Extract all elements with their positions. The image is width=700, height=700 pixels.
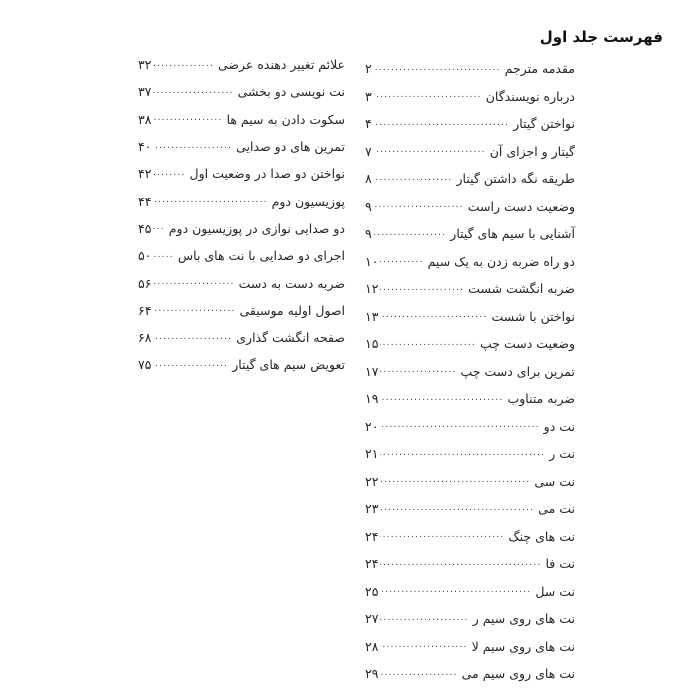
toc-entry bbox=[365, 605, 575, 633]
toc-entry bbox=[365, 55, 575, 83]
toc-entry bbox=[138, 324, 345, 351]
dotted-leader bbox=[153, 85, 233, 99]
toc-entry bbox=[365, 468, 575, 496]
toc-entry-page: ۹ bbox=[365, 226, 372, 242]
toc-entry-page: ۳۸ bbox=[138, 111, 152, 127]
dotted-leader bbox=[153, 358, 228, 372]
toc-entry-label: ضربه متناوب bbox=[507, 391, 575, 407]
dotted-leader bbox=[380, 474, 530, 488]
toc-entry-page: ۱۰ bbox=[365, 253, 379, 269]
toc-entry-label: نت ر bbox=[549, 446, 575, 462]
toc-entry-page: ۱۳ bbox=[365, 308, 379, 324]
toc-entry-label: نت نویسی دو بخشی bbox=[237, 84, 345, 100]
toc-entry-label: وضعیت دست چپ bbox=[480, 336, 575, 352]
toc-entry-label: نت سی bbox=[534, 473, 575, 489]
toc-entry bbox=[365, 220, 575, 248]
toc-entry bbox=[365, 275, 575, 303]
toc-entry-label: نت های روی سیم لا bbox=[471, 638, 575, 654]
toc-column-left bbox=[138, 51, 345, 379]
toc-entry-page: ۲۰ bbox=[365, 418, 379, 434]
toc-column-right bbox=[365, 55, 575, 688]
toc-entry-label: نواختن گیتار bbox=[513, 116, 575, 132]
toc-entry-label: نت سل bbox=[535, 583, 575, 599]
toc-entry-label: نواختن دو صدا در وضعیت اول bbox=[189, 166, 345, 182]
toc-entry-page: ۸ bbox=[365, 171, 372, 187]
toc-entry bbox=[365, 660, 575, 688]
toc-entry-page: ۵۶ bbox=[138, 275, 152, 291]
toc-entry bbox=[365, 440, 575, 468]
dotted-leader bbox=[153, 194, 267, 208]
toc-entry-label: صفحه انگشت گذاری bbox=[236, 330, 345, 346]
toc-entry-label: تعویض سیم های گیتار bbox=[232, 357, 345, 373]
toc-entry bbox=[365, 385, 575, 413]
toc-entry-page: ۲۱ bbox=[365, 446, 379, 462]
toc-entry-page: ۷۵ bbox=[138, 357, 152, 373]
toc-entry bbox=[138, 215, 345, 242]
dotted-leader bbox=[153, 276, 234, 290]
toc-entry-page: ۴۰ bbox=[138, 139, 152, 155]
toc-entry-label: نت فا bbox=[545, 556, 575, 572]
dotted-leader bbox=[380, 557, 541, 571]
toc-entry-label: مقدمه مترجم bbox=[504, 61, 575, 77]
toc-entry bbox=[138, 242, 345, 269]
toc-entry bbox=[365, 138, 575, 166]
toc-entry-page: ۶۸ bbox=[138, 330, 152, 346]
dotted-leader bbox=[374, 172, 453, 186]
toc-entry bbox=[365, 578, 575, 606]
toc-entry bbox=[138, 51, 345, 78]
dotted-leader bbox=[153, 140, 232, 154]
toc-entry bbox=[365, 165, 575, 193]
toc-entry bbox=[365, 330, 575, 358]
toc-entry-label: وضعیت دست راست bbox=[467, 198, 575, 214]
toc-entry-label: نت های چنگ bbox=[508, 528, 575, 544]
toc-entry-page: ۵۰ bbox=[138, 248, 152, 264]
toc-entry-label: سکوت دادن به سیم ها bbox=[226, 111, 345, 127]
toc-entry-page: ۲۵ bbox=[365, 583, 379, 599]
toc-entry bbox=[365, 550, 575, 578]
toc-entry-label: ضربه انگشت شست bbox=[468, 281, 575, 297]
toc-entry-page: ۶۴ bbox=[138, 302, 152, 318]
toc-entry bbox=[138, 133, 345, 160]
dotted-leader bbox=[374, 117, 510, 131]
toc-entry-label: اصول اولیه موسیقی bbox=[239, 302, 345, 318]
toc-entry-page: ۳۷ bbox=[138, 84, 152, 100]
toc-entry bbox=[138, 106, 345, 133]
dotted-leader bbox=[380, 337, 476, 351]
dotted-leader bbox=[374, 89, 482, 103]
toc-entry-page: ۱۷ bbox=[365, 363, 379, 379]
dotted-leader bbox=[374, 62, 501, 76]
toc-entry-page: ۴۲ bbox=[138, 166, 152, 182]
dotted-leader bbox=[380, 447, 545, 461]
dotted-leader bbox=[380, 364, 456, 378]
toc-entry bbox=[138, 160, 345, 187]
dotted-leader bbox=[380, 502, 534, 516]
toc-entry-page: ۹ bbox=[365, 198, 372, 214]
toc-entry bbox=[365, 193, 575, 221]
dotted-leader bbox=[153, 221, 164, 235]
toc-entry bbox=[365, 110, 575, 138]
toc-title: فهرست جلد اول bbox=[539, 28, 663, 46]
dotted-leader bbox=[153, 58, 214, 72]
dotted-leader bbox=[153, 303, 235, 317]
toc-entry-label: نواختن با شست bbox=[491, 308, 575, 324]
dotted-leader bbox=[374, 144, 486, 158]
toc-entry-label: ضربه دست به دست bbox=[238, 275, 345, 291]
toc-entry-page: ۳۲ bbox=[138, 57, 152, 73]
toc-entry bbox=[138, 297, 345, 324]
toc-entry bbox=[365, 303, 575, 331]
dotted-leader bbox=[374, 199, 464, 213]
toc-entry-label: اجرای دو صدایی با نت های باس bbox=[177, 248, 345, 264]
toc-entry-page: ۲۴ bbox=[365, 556, 379, 572]
toc-entry-label: تمرین های دو صدایی bbox=[236, 139, 345, 155]
toc-entry bbox=[365, 358, 575, 386]
toc-entry bbox=[365, 633, 575, 661]
toc-entry bbox=[365, 83, 575, 111]
toc-entry-page: ۲۸ bbox=[365, 638, 379, 654]
toc-entry-label: درباره نویسندگان bbox=[485, 88, 575, 104]
toc-entry-label: نت دو bbox=[543, 418, 575, 434]
toc-entry-page: ۲۲ bbox=[365, 473, 379, 489]
toc-entry-label: علائم تغییر دهنده عرضی bbox=[217, 57, 345, 73]
dotted-leader bbox=[380, 584, 531, 598]
toc-entry-label: تمرین برای دست چپ bbox=[460, 363, 575, 379]
dotted-leader bbox=[380, 639, 467, 653]
toc-entry bbox=[138, 78, 345, 105]
toc-entry-page: ۴۴ bbox=[138, 193, 152, 209]
toc-entry bbox=[365, 413, 575, 441]
toc-entry-label: نت های روی سیم ر bbox=[472, 611, 575, 627]
toc-entry bbox=[365, 248, 575, 276]
toc-entry-label: پوزیسیون دوم bbox=[271, 193, 345, 209]
toc-entry bbox=[365, 523, 575, 551]
toc-entry-page: ۲۳ bbox=[365, 501, 379, 517]
toc-entry bbox=[138, 269, 345, 296]
dotted-leader bbox=[380, 392, 503, 406]
toc-entry-page: ۲۷ bbox=[365, 611, 379, 627]
toc-entry-page: ۲۴ bbox=[365, 528, 379, 544]
toc-entry-label: آشنایی با سیم های گیتار bbox=[450, 226, 575, 242]
toc-entry-page: ۱۲ bbox=[365, 281, 379, 297]
toc-entry-label: دو صدایی نوازی در پوزیسیون دوم bbox=[168, 220, 345, 236]
toc-entry-page: ۴۵ bbox=[138, 220, 152, 236]
toc-entry-page: ۱۵ bbox=[365, 336, 379, 352]
toc-entry-page: ۲ bbox=[365, 61, 372, 77]
dotted-leader bbox=[153, 331, 232, 345]
toc-entry-page: ۷ bbox=[365, 143, 372, 159]
dotted-leader bbox=[380, 282, 464, 296]
dotted-leader bbox=[380, 612, 468, 626]
toc-entry-label: طریقه نگه داشتن گیتار bbox=[456, 171, 575, 187]
dotted-leader bbox=[380, 667, 457, 681]
dotted-leader bbox=[380, 529, 504, 543]
dotted-leader bbox=[374, 227, 447, 241]
dotted-leader bbox=[153, 112, 222, 126]
dotted-leader bbox=[153, 167, 185, 181]
toc-entry bbox=[138, 187, 345, 214]
dotted-leader bbox=[380, 309, 487, 323]
dotted-leader bbox=[380, 254, 423, 268]
toc-entry-page: ۳ bbox=[365, 88, 372, 104]
toc-entry-page: ۴ bbox=[365, 116, 372, 132]
toc-entry-label: نت های روی سیم می bbox=[461, 666, 575, 682]
dotted-leader bbox=[380, 419, 539, 433]
toc-entry-page: ۱۹ bbox=[365, 391, 379, 407]
toc-entry bbox=[365, 495, 575, 523]
toc-entry-label: گیتار و اجزای آن bbox=[489, 143, 575, 159]
toc-entry-label: دو راه ضربه زدن به یک سیم bbox=[427, 253, 575, 269]
toc-entry bbox=[138, 351, 345, 378]
toc-entry-label: نت می bbox=[538, 501, 575, 517]
dotted-leader bbox=[153, 249, 173, 263]
toc-entry-page: ۲۹ bbox=[365, 666, 379, 682]
